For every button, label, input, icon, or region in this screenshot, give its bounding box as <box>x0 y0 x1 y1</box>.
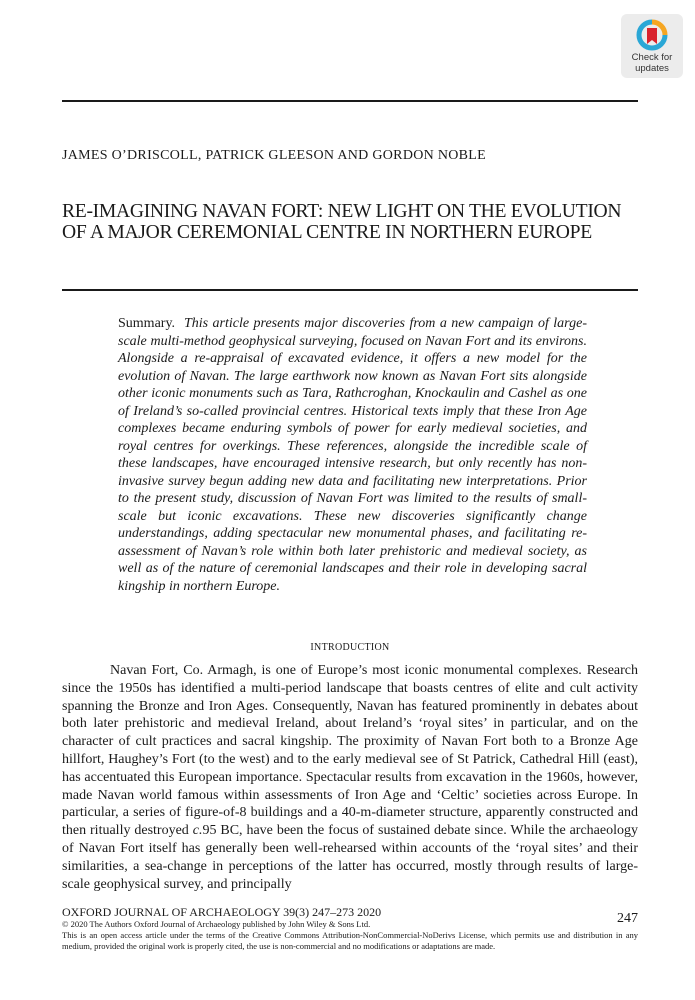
title-line-1: RE-IMAGINING NAVAN FORT: NEW LIGHT ON THE EVOLUTION <box>62 201 622 222</box>
authors-line: JAMES O’DRISCOLL, PATRICK GLEESON AND GORDON NOBLE <box>62 148 487 163</box>
article-title <box>62 201 638 243</box>
introduction-paragraph <box>62 662 638 893</box>
paragraph-text-2: 95 BC, have been the focus of sustained debate since. While the archaeology of Navan Fort itself has generally been well-rehearsed within accounts of the ‘royal sites’ and their similarities, a sea-change in perceptions of the latter has occurred, mostly through results of large-scale geophysical survey, and principally <box>62 823 638 892</box>
badge-label: Check for updates <box>631 52 673 74</box>
circa-abbrev: c. <box>192 823 203 839</box>
section-heading: INTRODUCTION <box>310 642 390 653</box>
paragraph-text-1: Navan Fort, Co. Armagh, is one of Europe’s most iconic monumental complexes. Research since the 1950s has identified a multi-period landscape that boasts centres of elite and cult activity spanning the Bronze and Iron Ages. Consequently, Navan has featured prominently in debates about both later prehistoric and medieval Ireland, about Ireland’s ‘royal sites’ in particular, and on the character of cult practices and sacral kingship. The proximity of Navan Fort both to a Bronze Age hillfort, Haughey’s Fort (to the west) and to the early medieval see of St Patrick, Cathedral Hill (east), has accentuated this European importance. Spectacular results from excavation in the 1960s, however, made Navan world famous within assessments of Iron Age and ‘Celtic’ societies across Europe. In particular, a series of figure-of-8 buildings and a 40-m-diameter structure, apparently constructed and then ritually destroyed <box>62 663 638 839</box>
check-for-updates-badge[interactable] <box>621 14 683 78</box>
crossmark-icon <box>636 19 668 51</box>
title-rule <box>62 289 638 291</box>
abstract <box>118 315 587 595</box>
journal-citation: OXFORD JOURNAL OF ARCHAEOLOGY 39(3) 247–273 2020 <box>62 905 382 919</box>
top-rule <box>62 100 638 102</box>
abstract-text: This article presents major discoveries from a new campaign of large-scale multi-method geophysical surveying, focused on Navan Fort and its environs. Alongside a re-appraisal of excavated evidence, it offers a new model for the evolution of Navan. The large earthwork now known as Navan Fort sits alongside other iconic monuments such as Tara, Rathcroghan, Knockaulin and Cashel as one of Ireland’s so-called provincial centres. Historical texts imply that these Iron Age complexes became enduring symbols of power for early medieval societies, and royal centres for overkings. These references, alongside the incredible scale of these landscapes, have encouraged intensive research, but only recently has non-invasive survey begun adding new data and facilitating new interpretations. Prior to the present study, discussion of Navan Fort was limited to the results of small-scale but iconic excavations. These new discoveries significantly change understandings, adding spectacular new monumental phases, and facilitating re-assessment of Navan’s role within both later prehistoric and medieval society, as well as of the nature of ceremonial landscapes and their role in developing sacral kingship in northern Europe. <box>118 316 587 594</box>
abstract-label: Summary. <box>118 316 176 331</box>
title-line-2: OF A MAJOR CEREMONIAL CENTRE IN NORTHERN EUROPE <box>62 222 592 243</box>
license-text: This is an open access article under the terms of the Creative Commons Attribution-NonCommercial-NoDerivs License, which permits use and distribution in any medium, provided the original work is properly cited, the use is non-commercial and no modifications or adaptations are made. <box>62 930 638 951</box>
copyright-line: © 2020 The Authors Oxford Journal of Archaeology published by John Wiley & Sons Ltd. <box>62 919 371 929</box>
page-number: 247 <box>617 911 638 926</box>
